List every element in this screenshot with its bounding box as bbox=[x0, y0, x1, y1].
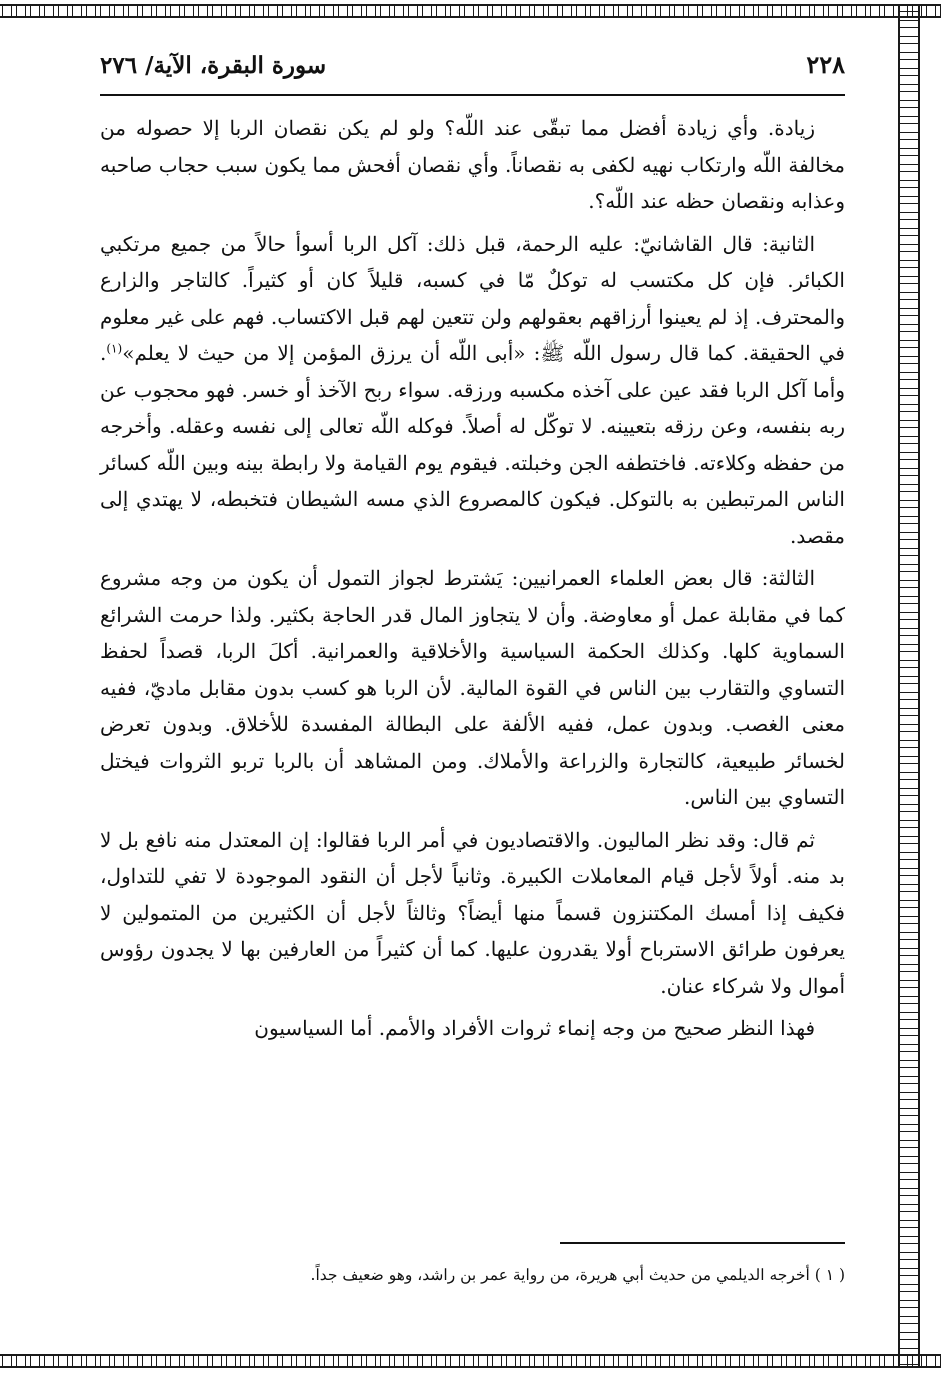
ornamental-border-bottom bbox=[0, 1354, 941, 1368]
paragraph-2 bbox=[100, 226, 845, 555]
footnote-divider bbox=[560, 1242, 845, 1244]
paragraph-5: فهذا النظر صحيح من وجه إنماء ثروات الأفراد والأمم. أما السياسيون bbox=[254, 1016, 815, 1040]
page-number: ٢٢٨ bbox=[806, 50, 845, 79]
body-text bbox=[100, 110, 845, 1047]
ornamental-border-top bbox=[0, 4, 941, 18]
paragraph-3: الثالثة: قال بعض العلماء العمرانيين: يَشترط لجواز التمول أن يكون من وجه مشروع كما في مقابلة عمل أو معاوضة. وأن لا يتجاوز المال قدر الحاجة بكثير. ولذا حرمت الشرائع السماوية كلها. وكذلك الحكمة السياسية والأخلاقية والعمرانية. أكلَ الربا، قصداً لحفظ التساوي والتقارب بين الناس في القوة المالية. لأن الربا هو كسب بدون مقابل ماديّ، ففيه معنى الغصب. وبدون عمل، ففيه الألفة على البطالة المفسدة للأخلاق. وبدون تعرض لخسائر طبيعية، كالتجارة والزراعة والأملاك. ومن المشاهد أن بالربا تربو الثروات فيختل التساوي بين الناس. bbox=[100, 566, 845, 809]
running-title: سورة البقرة، الآية/ ٢٧٦ bbox=[100, 52, 327, 79]
book-page bbox=[100, 50, 845, 1053]
paragraph-2-part-1: الثانية: قال القاشانيّ: عليه الرحمة، قبل ذلك: آكل الربا أسوأ حالاً من جميع مرتكبي الكبائر. فإن كل مكتسب له توكلٌ مّا في كسبه، قليلاً كان أو كثيراً. كالتاجر والزارع والمحترف. إذ لم يعينوا أرزاقهم بعقولهم ولن تتعين لهم قبل الاكتساب. فهم على غير معلوم في الحقيقة. كما قال رسول اللّه ﷺ: «أبى اللّه أن يرزق المؤمن إلا من حيث لا يعلم» bbox=[100, 231, 845, 365]
page-header bbox=[100, 50, 845, 96]
paragraph-2-part-2: . وأما آكل الربا فقد عين على آخذه مكسبه ورزقه. سواء ربح الآخذ أو خسر. فهو محجوب عن ربه بنفسه، وعن رزقه بتعيينه. لا توكّل له أصلاً. فوكله اللّه تعالى إلى نفسه وعقله. وأخرجه من حفظه وكلاءته. فاختطفه الجن وخبلته. فيقوم يوم القيامة ولا رابطة بينه وبين اللّه كسائر الناس المرتبطين به بالتوكل. فيكون كالمصروع الذي مسه الشيطان فتخبطه، لا يهتدي إلى مقصد. bbox=[100, 341, 845, 548]
footnote-reference: (١) bbox=[106, 341, 123, 356]
footnote: ( ١ ) أخرجه الديلمي من حديث أبي هريرة، من رواية عمر بن راشد، وهو ضعيف جداً. bbox=[310, 1266, 845, 1284]
paragraph-1: زيادة. وأي زيادة أفضل مما تبقّى عند اللّه؟ ولو لم يكن نقصان الربا إلا حصوله من مخالفة اللّه وارتكاب نهيه لكفى به نقصاناً. وأي نقصان أفحش مما يكون سبب حجاب صاحبه وعذابه ونقصان حظه عند اللّه؟. bbox=[100, 116, 845, 213]
ornamental-border-right bbox=[898, 4, 920, 1368]
paragraph-4: ثم قال: وقد نظر الماليون. والاقتصاديون في أمر الربا فقالوا: إن المعتدل منه نافع بل لا بد منه. أولاً لأجل قيام المعاملات الكبيرة. وثانياً لأجل أن النقود الموجودة لا تفي للتداول، فكيف إذا أمسك المكتنزون قسماً منها أيضاً؟ وثالثاً لأجل أن الكثيرين من المتمولين لا يعرفون طرائق الاسترباح أولا يقدرون عليها. كما أن كثيراً من العارفين بها لا يجدون رؤوس أموال ولا شركاء عنان. bbox=[100, 827, 845, 998]
